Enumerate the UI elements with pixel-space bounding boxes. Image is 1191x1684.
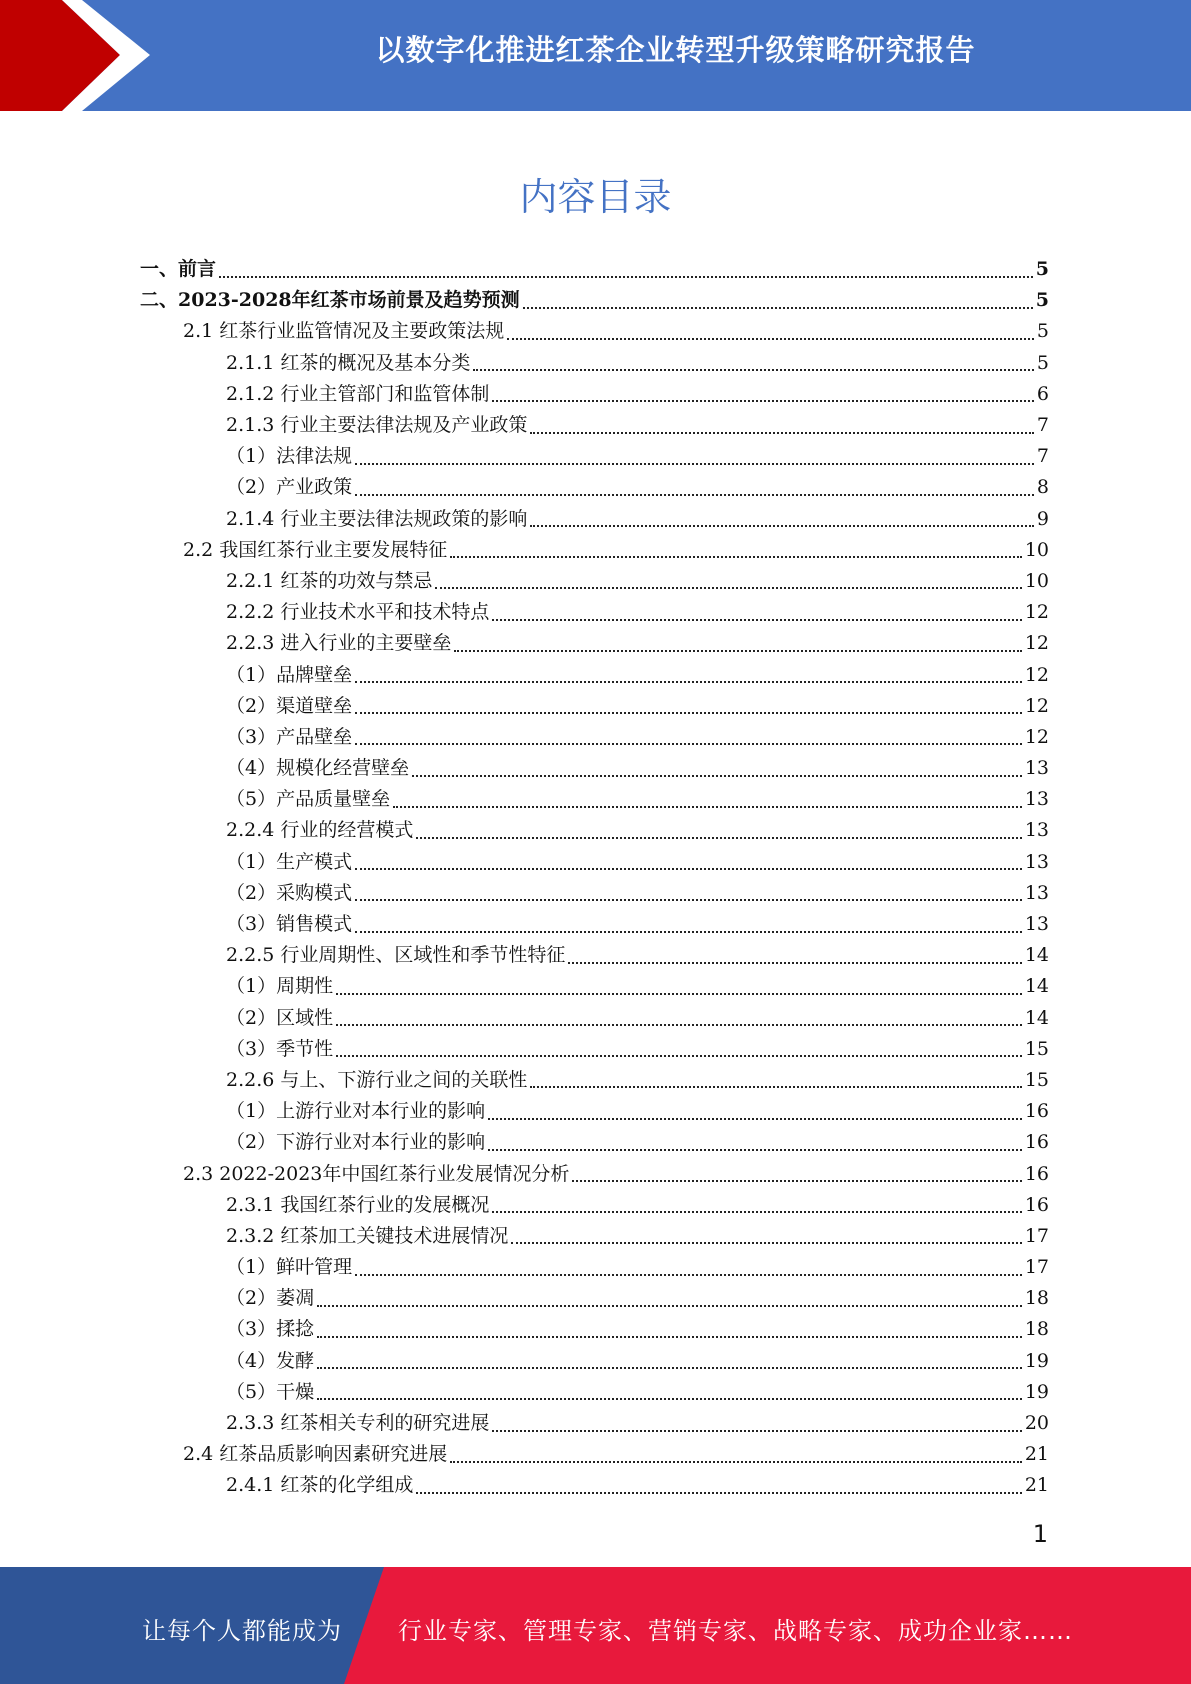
toc-dot-leader — [416, 1492, 1021, 1494]
report-title: 以数字化推进红茶企业转型升级策略研究报告 — [375, 33, 976, 67]
toc-entry-label: 2.2.6 与上、下游行业之间的关联性 — [226, 1068, 528, 1091]
toc-entry-page: 20 — [1024, 1412, 1049, 1435]
toc-entry-label: 2.4.1 红茶的化学组成 — [226, 1474, 414, 1497]
toc-entry[interactable] — [140, 815, 1049, 846]
toc-entry-label: 2.2.4 行业的经营模式 — [226, 819, 414, 842]
toc-entry-label: （2）区域性 — [226, 1006, 334, 1029]
toc-dot-leader — [355, 463, 1034, 465]
toc-dot-leader — [492, 619, 1021, 621]
toc-dot-leader — [530, 1086, 1021, 1088]
toc-entry-page: 5 — [1035, 258, 1049, 281]
toc-dot-leader — [488, 1118, 1022, 1120]
toc-entry-page: 8 — [1036, 476, 1049, 499]
toc-entry-label: （1）法律法规 — [226, 445, 353, 468]
toc-dot-leader — [492, 1430, 1021, 1432]
toc-dot-leader — [317, 1305, 1022, 1307]
toc-entry-page: 21 — [1024, 1474, 1049, 1497]
toc-entry-page: 5 — [1036, 320, 1049, 343]
toc-dot-leader — [530, 525, 1034, 527]
toc-entry[interactable] — [140, 1377, 1049, 1408]
toc-dot-leader — [454, 650, 1021, 652]
toc-dot-leader — [219, 276, 1033, 278]
toc-entry-label: 2.2 我国红茶行业主要发展特征 — [183, 538, 448, 561]
toc-entry-label: 2.1 红茶行业监管情况及主要政策法规 — [183, 320, 505, 343]
toc-entry-label: （2）采购模式 — [226, 881, 353, 904]
toc-entry[interactable] — [140, 878, 1049, 909]
toc-dot-leader — [355, 494, 1034, 496]
toc-entry-page: 19 — [1024, 1380, 1049, 1403]
toc-entry-page: 17 — [1024, 1224, 1049, 1247]
toc-entry-label: 2.2.2 行业技术水平和技术特点 — [226, 601, 490, 624]
toc-entry-label: （1）上游行业对本行业的影响 — [226, 1100, 486, 1123]
toc-entry-label: 2.1.2 行业主管部门和监管体制 — [226, 382, 490, 405]
toc-entry[interactable] — [140, 909, 1049, 940]
toc-dot-leader — [492, 400, 1034, 402]
toc-entry-label: （1）周期性 — [226, 975, 334, 998]
toc-entry-label: 2.4 红茶品质影响因素研究进展 — [183, 1443, 448, 1466]
toc-entry[interactable] — [140, 566, 1049, 597]
toc-entry-page: 14 — [1024, 975, 1049, 998]
toc-entry-label: （2）产业政策 — [226, 476, 353, 499]
toc-dot-leader — [355, 868, 1022, 870]
toc-dot-leader — [492, 1211, 1021, 1213]
toc-entry-label: 2.2.1 红茶的功效与禁忌 — [226, 569, 433, 592]
toc-entry-page: 10 — [1024, 538, 1049, 561]
toc-entry-label: 2.3.3 红茶相关专利的研究进展 — [226, 1412, 490, 1435]
toc-entry-label: 2.3.1 我国红茶行业的发展概况 — [226, 1193, 490, 1216]
toc-dot-leader — [355, 931, 1022, 933]
toc-entry[interactable] — [140, 410, 1049, 441]
toc-entry-page: 5 — [1036, 351, 1049, 374]
toc-dot-leader — [317, 1398, 1022, 1400]
toc-entry[interactable] — [140, 971, 1049, 1002]
toc-entry-label: 2.2.3 进入行业的主要壁垒 — [226, 632, 452, 655]
toc-entry[interactable] — [140, 1314, 1049, 1345]
toc-entry[interactable] — [140, 1221, 1049, 1252]
toc-entry-label: 2.1.1 红茶的概况及基本分类 — [226, 351, 471, 374]
toc-entry[interactable] — [140, 753, 1049, 784]
toc-entry-label: （3）销售模式 — [226, 913, 353, 936]
toc-dot-leader — [572, 1180, 1021, 1182]
toc-dot-leader — [336, 1055, 1022, 1057]
toc-entry[interactable] — [140, 379, 1049, 410]
toc-entry[interactable] — [140, 316, 1049, 347]
toc-entry-label: 2.2.5 行业周期性、区域性和季节性特征 — [226, 944, 566, 967]
toc-entry-label: （1）生产模式 — [226, 850, 353, 873]
toc-entry-label: （2）渠道壁垒 — [226, 694, 353, 717]
toc-entry[interactable] — [140, 784, 1049, 815]
toc-dot-leader — [317, 1367, 1022, 1369]
toc-entry-page: 12 — [1024, 601, 1049, 624]
toc-entry-label: （1）鲜叶管理 — [226, 1256, 353, 1279]
toc-entry[interactable] — [140, 1470, 1049, 1501]
toc-entry[interactable] — [140, 659, 1049, 690]
toc-entry-page: 18 — [1024, 1287, 1049, 1310]
toc-entry[interactable] — [140, 1003, 1049, 1034]
toc-entry-page: 18 — [1024, 1318, 1049, 1341]
toc-dot-leader — [355, 681, 1022, 683]
toc-entry[interactable] — [140, 285, 1049, 316]
toc-entry[interactable] — [140, 441, 1049, 472]
toc-dot-leader — [435, 587, 1021, 589]
toc-dot-leader — [568, 962, 1021, 964]
toc-entry[interactable] — [140, 628, 1049, 659]
toc-entry[interactable] — [140, 1190, 1049, 1221]
footer-slogan-right: 行业专家、管理专家、营销专家、战略专家、成功企业家…… — [398, 1617, 1073, 1645]
toc-dot-leader — [355, 899, 1022, 901]
toc-entry-page: 6 — [1036, 382, 1049, 405]
toc-entry-page: 12 — [1024, 694, 1049, 717]
toc-entry-page: 14 — [1024, 944, 1049, 967]
toc-entry-page: 13 — [1024, 819, 1049, 842]
toc-entry-page: 13 — [1024, 788, 1049, 811]
toc-entry-label: （4）发酵 — [226, 1349, 315, 1372]
toc-dot-leader — [473, 369, 1034, 371]
toc-dot-leader — [530, 432, 1034, 434]
page-header — [0, 0, 1191, 111]
toc-entry[interactable] — [140, 1252, 1049, 1283]
toc-entry-page: 14 — [1024, 1006, 1049, 1029]
toc-entry[interactable] — [140, 1158, 1049, 1189]
toc-dot-leader — [416, 837, 1021, 839]
header-arrow-graphic — [0, 0, 160, 111]
toc-dot-leader — [355, 712, 1022, 714]
toc-entry-page: 5 — [1035, 289, 1049, 312]
table-of-contents — [140, 254, 1049, 1502]
toc-entry-label: （2）下游行业对本行业的影响 — [226, 1131, 486, 1154]
toc-entry-page: 16 — [1024, 1162, 1049, 1185]
toc-entry-page: 15 — [1024, 1037, 1049, 1060]
toc-entry[interactable] — [140, 722, 1049, 753]
page-footer — [0, 1567, 1191, 1684]
toc-entry-page: 16 — [1024, 1100, 1049, 1123]
toc-entry-page: 13 — [1024, 757, 1049, 780]
toc-entry-page: 16 — [1024, 1131, 1049, 1154]
toc-entry[interactable] — [140, 535, 1049, 566]
toc-entry[interactable] — [140, 1439, 1049, 1470]
toc-entry-page: 13 — [1024, 881, 1049, 904]
toc-dot-leader — [355, 1274, 1022, 1276]
footer-slogan-left: 让每个人都能成为 — [142, 1617, 342, 1645]
toc-dot-leader — [393, 806, 1022, 808]
toc-entry[interactable] — [140, 1096, 1049, 1127]
toc-entry-page: 17 — [1024, 1256, 1049, 1279]
toc-entry[interactable] — [140, 1127, 1049, 1158]
toc-entry-label: （5）干燥 — [226, 1380, 315, 1403]
toc-entry[interactable] — [140, 847, 1049, 878]
toc-entry[interactable] — [140, 504, 1049, 535]
toc-entry-label: 2.1.4 行业主要法律法规政策的影响 — [226, 507, 528, 530]
toc-entry-label: 二、2023-2028年红茶市场前景及趋势预测 — [140, 289, 520, 312]
toc-dot-leader — [355, 743, 1022, 745]
toc-entry-page: 10 — [1024, 569, 1049, 592]
page-number: 1 — [1032, 1520, 1048, 1548]
toc-entry-label: （5）产品质量壁垒 — [226, 788, 391, 811]
toc-entry-page: 12 — [1024, 725, 1049, 748]
toc-entry-page: 19 — [1024, 1349, 1049, 1372]
toc-entry[interactable] — [140, 1065, 1049, 1096]
toc-entry-label: （1）品牌壁垒 — [226, 663, 353, 686]
toc-entry[interactable] — [140, 254, 1049, 285]
toc-entry-page: 15 — [1024, 1068, 1049, 1091]
toc-entry[interactable] — [140, 1283, 1049, 1314]
toc-entry-page: 16 — [1024, 1193, 1049, 1216]
toc-entry-page: 12 — [1024, 663, 1049, 686]
toc-entry[interactable] — [140, 1408, 1049, 1439]
toc-entry-page: 9 — [1036, 507, 1049, 530]
toc-dot-leader — [317, 1336, 1022, 1338]
toc-entry[interactable] — [140, 940, 1049, 971]
toc-entry[interactable] — [140, 597, 1049, 628]
toc-entry-page: 13 — [1024, 850, 1049, 873]
toc-entry[interactable] — [140, 691, 1049, 722]
toc-entry[interactable] — [140, 1346, 1049, 1377]
toc-entry-label: （3）揉捻 — [226, 1318, 315, 1341]
toc-dot-leader — [450, 1461, 1022, 1463]
toc-entry-page: 7 — [1036, 414, 1049, 437]
toc-dot-leader — [523, 307, 1033, 309]
toc-entry[interactable] — [140, 1034, 1049, 1065]
toc-entry-label: （4）规模化经营壁垒 — [226, 757, 410, 780]
toc-dot-leader — [412, 775, 1022, 777]
toc-dot-leader — [336, 1024, 1022, 1026]
toc-entry-page: 13 — [1024, 913, 1049, 936]
toc-entry-label: （2）萎凋 — [226, 1287, 315, 1310]
toc-entry-page: 12 — [1024, 632, 1049, 655]
toc-entry-page: 21 — [1024, 1443, 1049, 1466]
toc-entry-label: 一、前言 — [140, 258, 217, 281]
toc-entry-label: 2.3.2 红茶加工关键技术进展情况 — [226, 1224, 509, 1247]
toc-entry-page: 7 — [1036, 445, 1049, 468]
toc-dot-leader — [511, 1242, 1021, 1244]
toc-entry-label: 2.3 2022-2023年中国红茶行业发展情况分析 — [183, 1162, 570, 1185]
toc-entry[interactable] — [140, 472, 1049, 503]
toc-entry-label: 2.1.3 行业主要法律法规及产业政策 — [226, 414, 528, 437]
toc-heading: 内容目录 — [519, 175, 672, 219]
toc-dot-leader — [450, 556, 1022, 558]
toc-entry-label: （3）季节性 — [226, 1037, 334, 1060]
toc-entry-label: （3）产品壁垒 — [226, 725, 353, 748]
toc-dot-leader — [507, 338, 1034, 340]
toc-entry[interactable] — [140, 348, 1049, 379]
toc-dot-leader — [336, 993, 1022, 995]
toc-dot-leader — [488, 1149, 1022, 1151]
